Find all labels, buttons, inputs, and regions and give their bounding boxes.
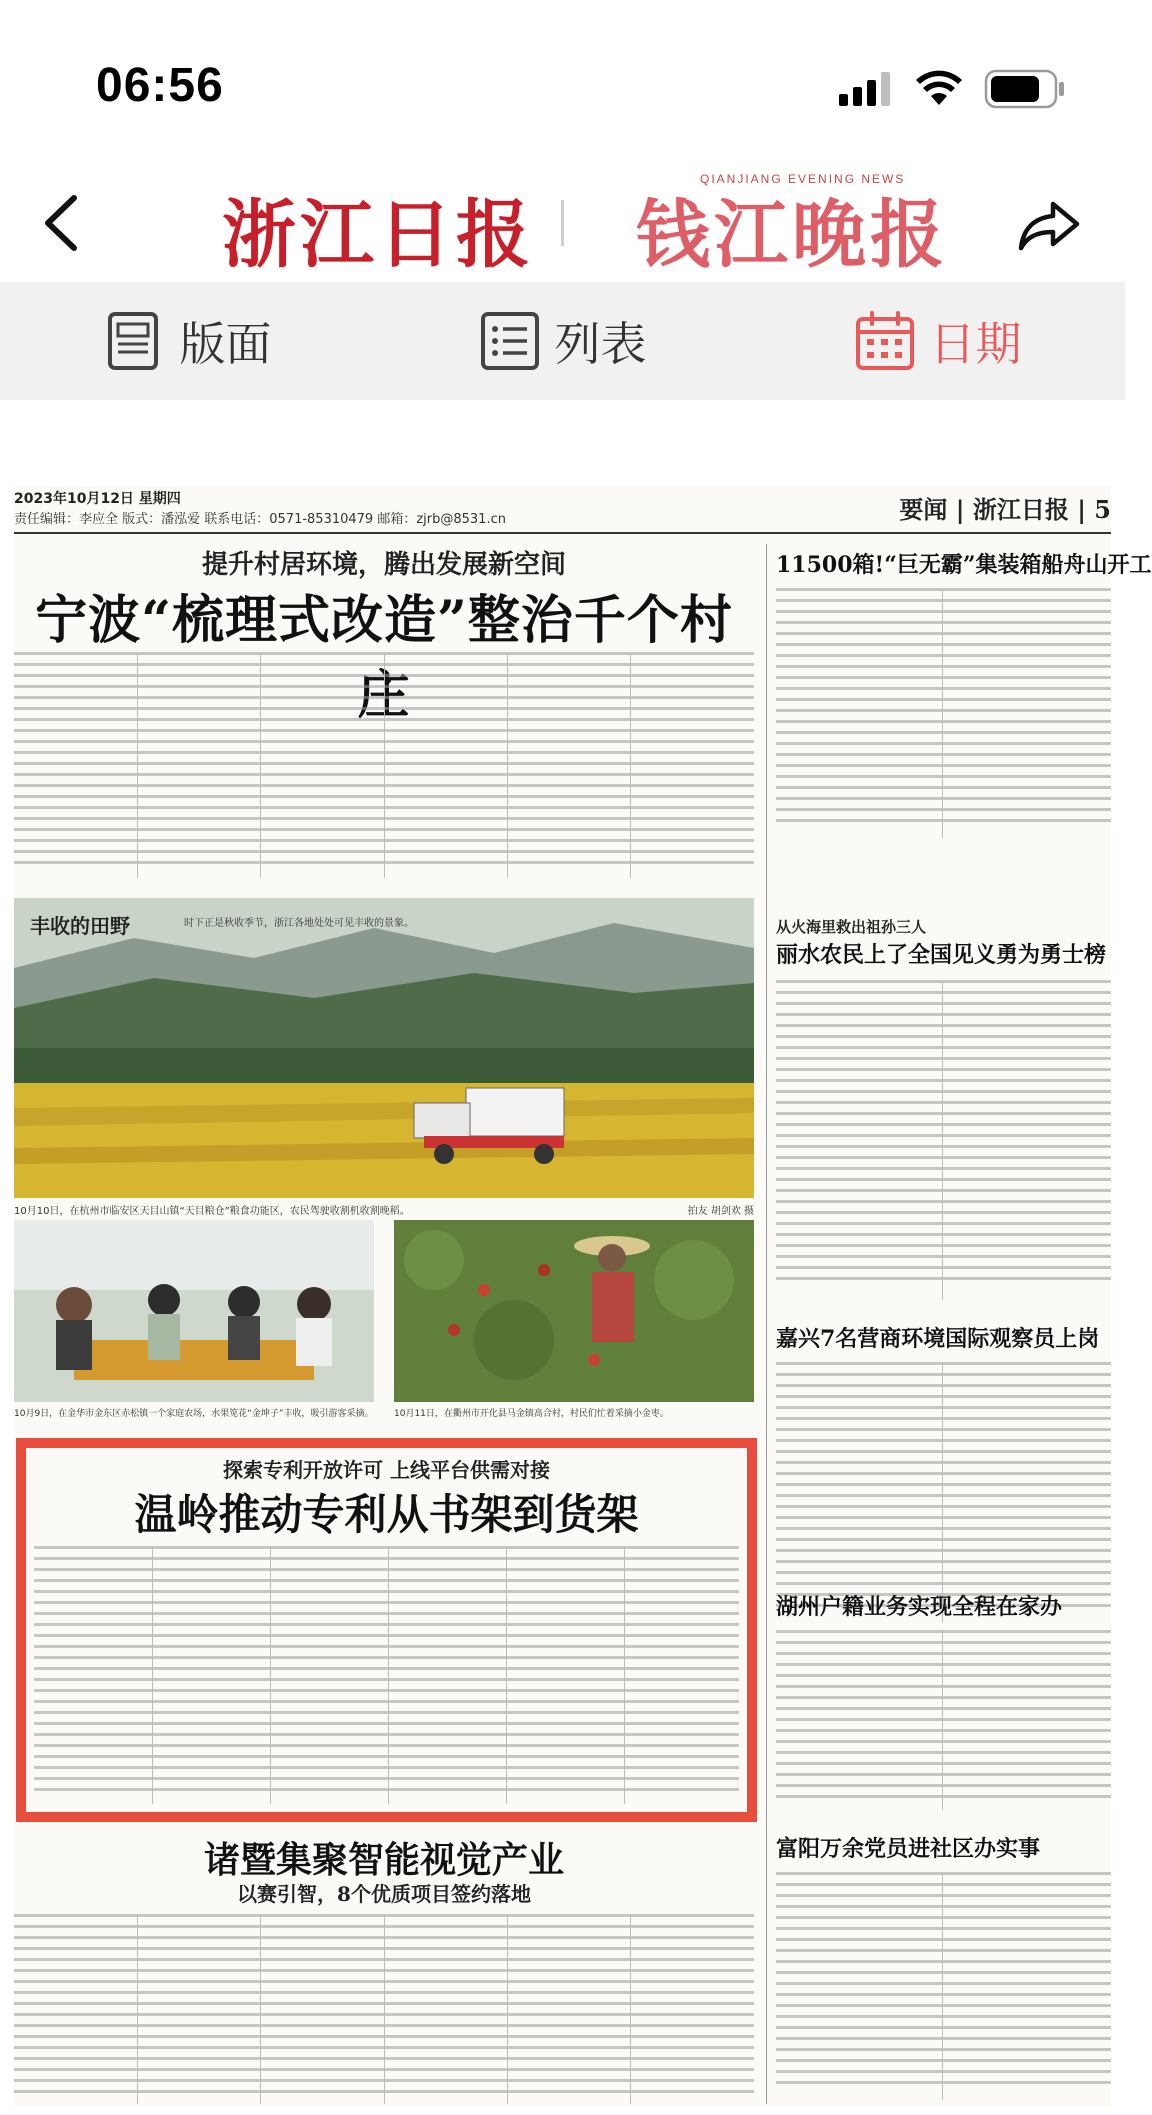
right-story-kicker: 从火海里救出祖孙三人 — [776, 918, 927, 936]
calendar-icon — [854, 310, 916, 372]
apricot-harvest-photo — [14, 1220, 374, 1402]
right-story-title: 湖州户籍业务实现全程在家办 — [776, 1594, 1063, 1620]
page-section-label: 要闻 | 浙江日报 | 5 — [899, 495, 1111, 524]
right-story-jiaxing-observers[interactable] — [776, 1322, 1111, 1622]
share-icon — [1021, 204, 1077, 248]
tab-page-layout-label: 版面 — [179, 317, 272, 371]
wifi-icon — [915, 71, 963, 107]
photo-caption-main: 10月10日，在杭州市临安区天目山镇“天目粮仓”粮食功能区，农民驾驶收割机收割晚稻。 — [14, 1206, 410, 1217]
lead-story-kicker: 提升村居环境，腾出发展新空间 — [201, 550, 566, 580]
status-time: 06:56 — [96, 59, 224, 112]
right-story-container-ship[interactable] — [776, 548, 1152, 848]
lead-story[interactable] — [14, 544, 754, 884]
right-story-title: 嘉兴7名营商环境国际观察员上岗 — [776, 1326, 1100, 1352]
editor-line: 责任编辑：李应全 版式：潘泓爱 联系电话：0571-85310479 邮箱：zjrb@8531.cn — [14, 512, 506, 527]
masthead-zhejiang-daily[interactable]: 浙江日报 — [222, 192, 534, 278]
photo-caption-right: 10月11日，在衢州市开化县马金镇高合村，村民们忙着采摘小金枣。 — [394, 1409, 669, 1419]
tab-date[interactable] — [750, 282, 1125, 400]
photo-credit: 拍友 胡剑欢 摄 — [687, 1206, 754, 1217]
bottom-story-subtitle: 以赛引智，8个优质项目签约落地 — [237, 1882, 531, 1906]
tab-date-label: 日期 — [929, 317, 1022, 371]
back-button[interactable] — [30, 188, 100, 258]
photo-story-subtitle: 时下正是秋收季节，浙江各地处处可见丰收的景象。 — [184, 918, 414, 929]
photo-story[interactable] — [14, 898, 754, 1428]
right-story-lishui-hero[interactable] — [776, 916, 1111, 1306]
harvest-field-photo — [14, 898, 754, 1198]
battery-icon — [985, 70, 1065, 108]
list-icon — [479, 310, 541, 372]
right-story-title: 富阳万余党员进社区办实事 — [776, 1836, 1041, 1862]
page-layout-icon — [104, 310, 166, 372]
bottom-story-title: 诸暨集聚智能视觉产业 — [203, 1839, 564, 1881]
right-story-title: 11500箱!“巨无霸”集装箱船舟山开工 — [776, 552, 1152, 578]
highlight-story-kicker: 探索专利开放许可 上线平台供需对接 — [223, 1458, 550, 1482]
selected-article-highlight[interactable] — [16, 1438, 757, 1822]
lead-story-title: 宁波“梳理式改造”整治千个村 — [35, 590, 733, 651]
chevron-left-icon — [48, 198, 74, 248]
right-story-title: 丽水农民上了全国见义勇为勇士榜 — [776, 942, 1107, 968]
masthead-divider — [561, 200, 564, 246]
photo-story-label: 丰收的田野 — [30, 914, 130, 938]
tab-list[interactable] — [375, 282, 750, 400]
status-bar — [0, 0, 1125, 170]
page-header-line — [14, 486, 1111, 534]
right-story-huzhou-household[interactable] — [776, 1590, 1111, 1810]
jujube-harvest-photo — [394, 1220, 754, 1402]
app-header — [0, 170, 1125, 280]
masthead-qianjiang-evening[interactable]: 钱江晚报 — [636, 192, 948, 278]
view-tab-bar — [0, 282, 1125, 400]
photo-caption-left: 10月9日，在金华市金东区赤松镇一个家庭农场，水果笕花“金坤子”丰收，吸引游客采摘。 — [14, 1409, 374, 1419]
tab-page-layout[interactable] — [0, 282, 375, 400]
share-button[interactable] — [1015, 190, 1085, 260]
right-story-fuyang-party[interactable] — [776, 1832, 1111, 2102]
status-icons — [839, 70, 1065, 108]
newspaper-page[interactable] — [14, 486, 1152, 2106]
cellular-signal-icon — [839, 72, 893, 106]
masthead-right-subtitle: QIANJIANG EVENING NEWS — [700, 172, 906, 186]
bottom-story[interactable] — [14, 1832, 754, 2106]
highlight-story-title: 温岭推动专利从书架到货架 — [134, 1490, 639, 1539]
tab-list-label: 列表 — [554, 317, 647, 371]
issue-date: 2023年10月12日 星期四 — [14, 491, 181, 507]
